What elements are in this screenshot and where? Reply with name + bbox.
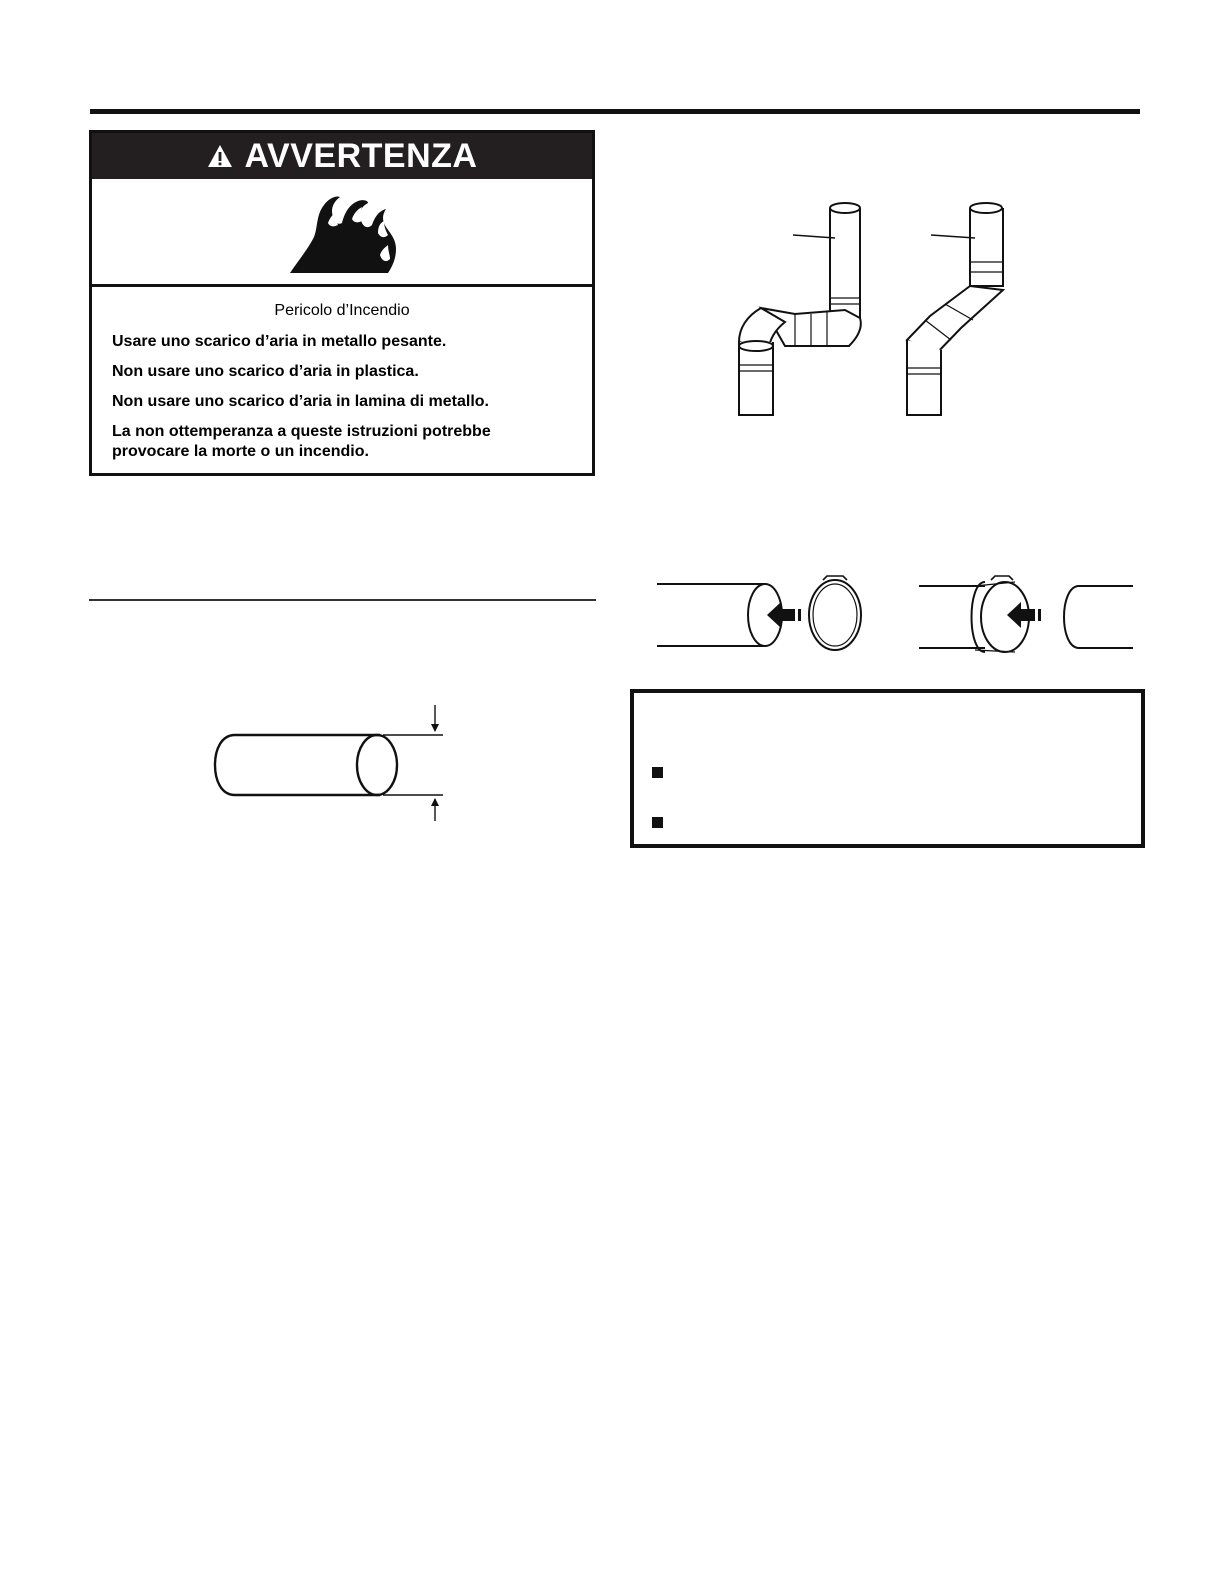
hazard-title: Pericolo d’Incendio [274,302,410,319]
hazard-line-4: La non ottemperanza a queste istruzioni potrebbe [112,423,491,440]
top-divider [90,109,1140,114]
hazard-line-2: Non usare uno scarico d’aria in plastica. [112,363,419,380]
warning-box [89,130,595,476]
warning-body [92,290,592,473]
warning-header [92,133,592,179]
warning-symbol-area [92,179,592,287]
section-divider [89,599,596,601]
hazard-line-1: Usare uno scarico d’aria in metallo pesante. [112,333,447,350]
warning-title: AVVERTENZA [244,136,478,175]
clamp-connection-diagram [655,572,1135,654]
fire-icon [288,193,400,275]
bullet-marker [652,817,663,828]
offset-elbows-diagram [725,200,1045,425]
hazard-line-3: Non usare uno scarico d’aria in lamina di metallo. [112,393,489,410]
note-box [630,689,1145,848]
bullet-marker [652,767,663,778]
hazard-line-5: provocare la morte o un incendio. [112,443,369,460]
duct-diameter-diagram [205,700,465,830]
warning-triangle-icon [207,144,233,168]
